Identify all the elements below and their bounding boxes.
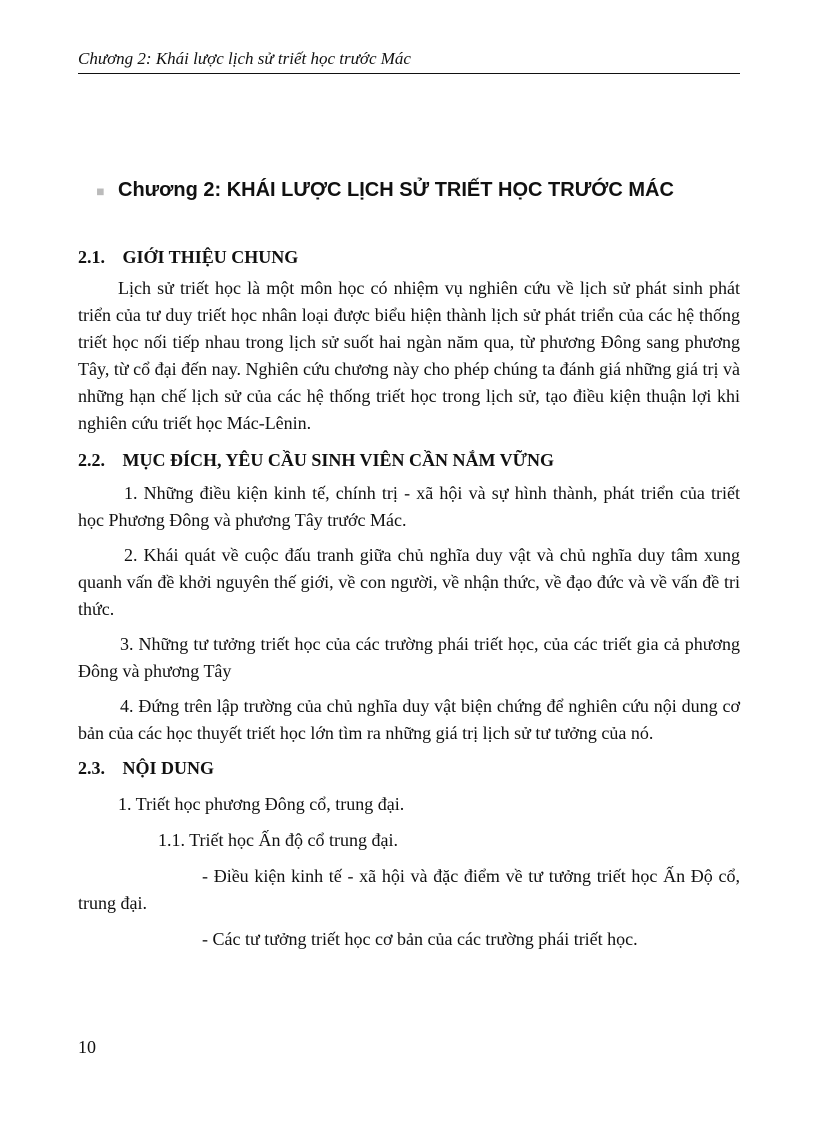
paragraph: 1. Những điều kiện kinh tế, chính trị - xã hội và sự hình thành, phát triển của triết học Phương Đông và phương Tây trước Mác. [78,483,740,530]
section-title: NỘI DUNG [122,758,215,778]
section-heading [78,755,740,782]
paragraph: 3. Những tư tưởng triết học của các trường phái triết học, của các triết gia cả phương Đông và phương Tây [78,634,740,681]
paragraph: Lịch sử triết học là một môn học có nhiệm vụ nghiên cứu về lịch sử phát sinh phát triển của tư duy triết học nhân loại được biểu hiện thành lịch sử phát triển của các hệ thống triết học nối tiếp nhau trong lịch sử suốt hai ngàn năm qua, từ phương Đông sang phương Tây, từ cổ đại đến nay. Nghiên cứu chương này cho phép chúng ta đánh giá những giá trị và những hạn chế lịch sử của các hệ thống triết học trong lịch sử, tạo điều kiện thuận lợi khi nghiên cứu triết học Mác-Lênin. [78,278,740,433]
section-heading [78,447,740,474]
bullet-icon: ◾ [96,183,105,198]
paragraph: 4. Đứng trên lập trường của chủ nghĩa duy vật biện chứng để nghiên cứu nội dung cơ bản của các học thuyết triết học lớn tìm ra những giá trị lịch sử tư tưởng của nó. [78,696,740,743]
section-number: 2.1. [78,247,105,267]
section-number: 2.3. [78,758,105,778]
chapter-title [96,176,756,204]
section-number: 2.2. [78,450,105,470]
page-body [78,244,740,953]
section-heading [78,244,740,271]
list-item: 1.1. Triết học Ấn độ cổ trung đại. [158,830,398,850]
running-header: Chương 2: Khái lược lịch sử triết học trước Mác [78,48,740,74]
paragraph: 2. Khái quát về cuộc đấu tranh giữa chủ nghĩa duy vật và chủ nghĩa duy tâm xung quanh vấn đề khởi nguyên thế giới, về con người, về nhận thức, về đạo đức và về vấn đề tri thức. [78,545,740,619]
section-title: MỤC ĐÍCH, YÊU CẦU SINH VIÊN CẦN NẮM VỮNG [122,450,555,470]
list-item: - Các tư tưởng triết học cơ bản của các trường phái triết học. [202,929,638,949]
section-title: GIỚI THIỆU CHUNG [122,247,299,267]
list-item: - Điều kiện kinh tế - xã hội và đặc điểm về tư tưởng triết học Ấn Độ cổ, trung đại. [78,866,740,913]
list-item: 1. Triết học phương Đông cổ, trung đại. [118,794,405,814]
chapter-title-text: Chương 2: KHÁI LƯỢC LỊCH SỬ TRIẾT HỌC TRƯỚC MÁC [118,179,674,201]
page-number: 10 [78,1037,96,1057]
